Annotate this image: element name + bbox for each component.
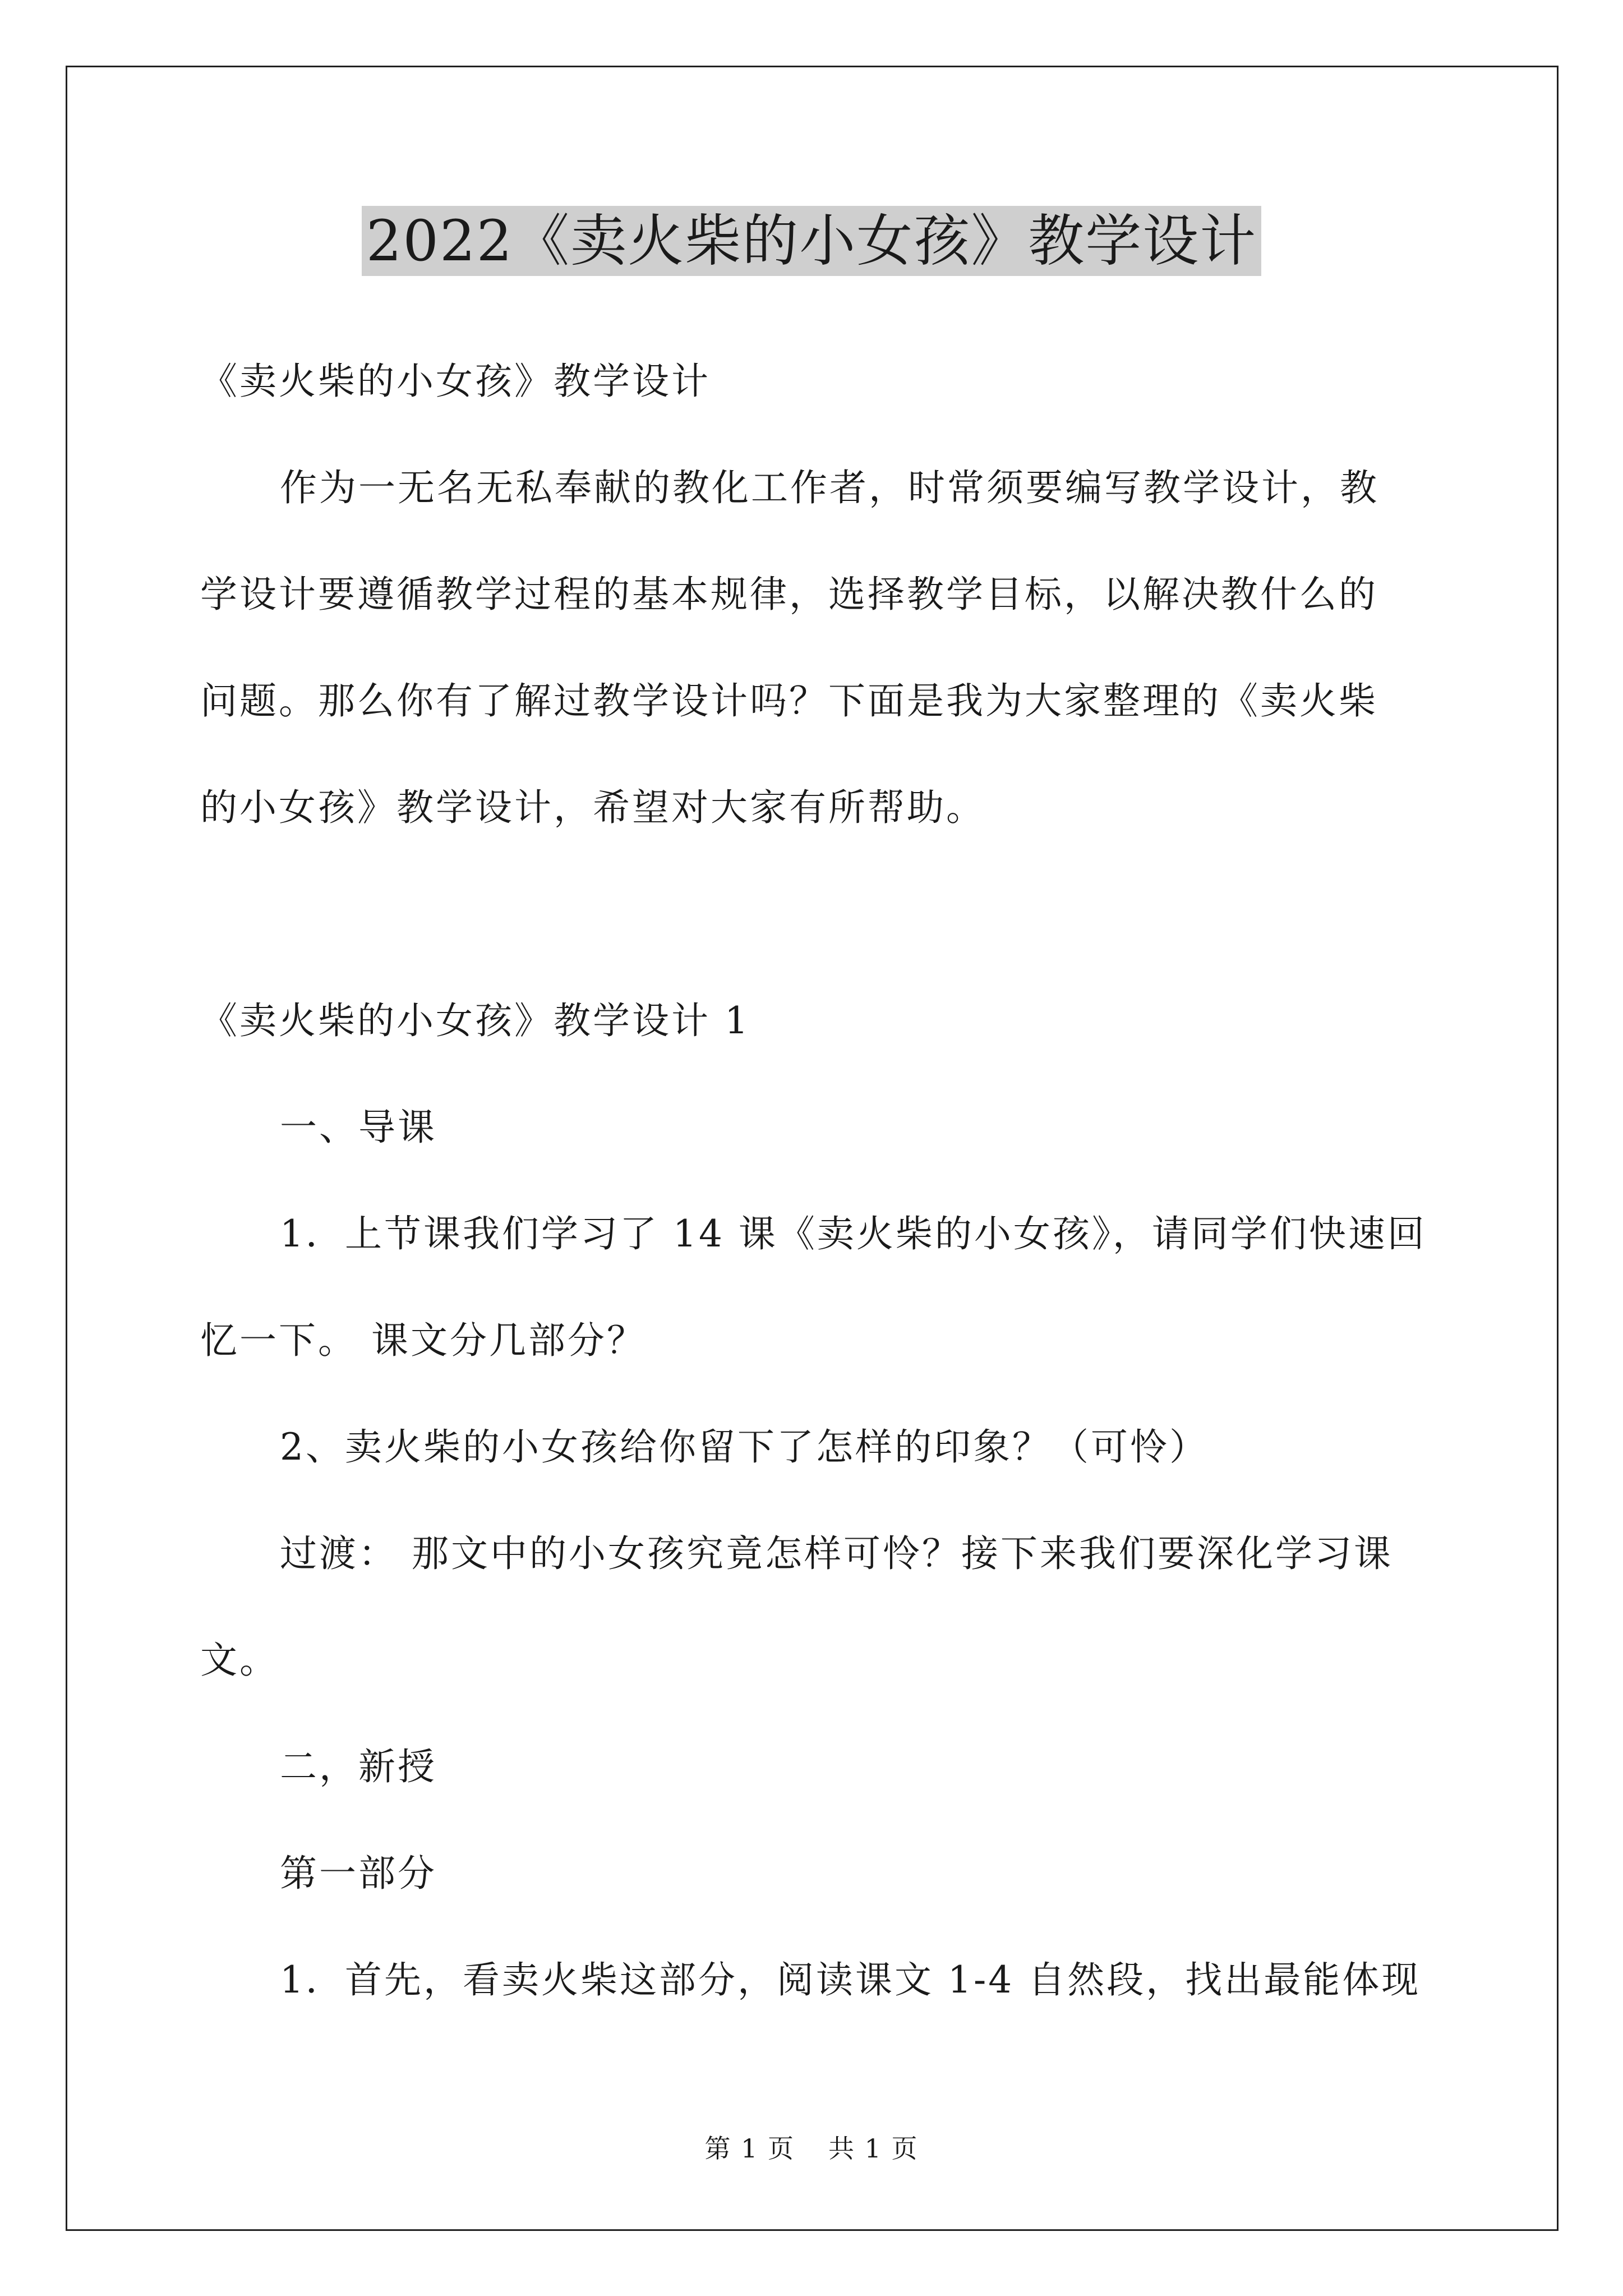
paragraph-line: 过渡： 那文中的小女孩究竟怎样可怜？接下来我们要深化学习课	[280, 1532, 1393, 1575]
page-footer	[0, 2132, 1623, 2165]
page-total: 共 1 页	[828, 2133, 919, 2164]
paragraph-line: 1．上节课我们学习了 14 课《卖火柴的小女孩》，请同学们快速回	[280, 1212, 1427, 1255]
section-subheading: 第一部分	[280, 1852, 437, 1895]
paragraph-line: 的小女孩》教学设计，希望对大家有所帮助。	[200, 786, 985, 829]
subtitle-line: 《卖火柴的小女孩》教学设计	[200, 360, 711, 403]
page-number: 第 1 页	[704, 2133, 795, 2164]
paragraph-line: 学设计要遵循教学过程的基本规律，选择教学目标，以解决教什么的	[200, 573, 1378, 616]
section-subheading: 一、导课	[280, 1106, 437, 1149]
document-title-text: 2022《卖火柴的小女孩》教学设计	[362, 206, 1262, 276]
paragraph-line: 忆一下。 课文分几部分？	[200, 1319, 646, 1362]
paragraph-line: 1．首先，看卖火柴这部分，阅读课文 1-4 自然段，找出最能体现	[280, 1958, 1421, 2001]
section-subheading: 二，新授	[280, 1745, 437, 1788]
paragraph-line: 作为一无名无私奉献的教化工作者，时常须要编写教学设计，教	[280, 466, 1379, 509]
paragraph-line: 2、卖火柴的小女孩给你留下了怎样的印象？（可怜）	[280, 1425, 1209, 1469]
section-heading: 《卖火柴的小女孩》教学设计 1	[200, 999, 750, 1042]
paragraph-line: 文。	[200, 1639, 279, 1682]
document-title	[0, 202, 1623, 280]
paragraph-line: 问题。那么你有了解过教学设计吗？下面是我为大家整理的《卖火柴	[200, 679, 1378, 723]
